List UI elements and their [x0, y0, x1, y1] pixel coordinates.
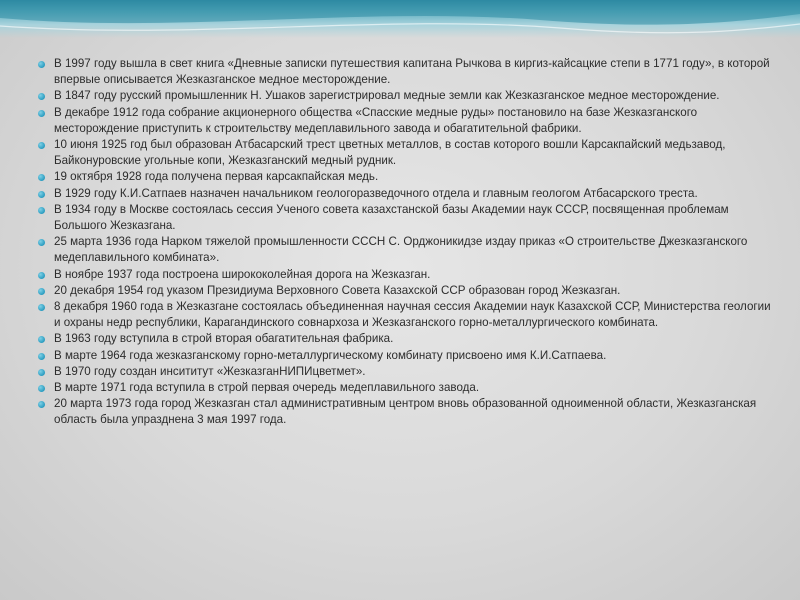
list-item-text: В марте 1964 года жезказганскому горно-металлургическому комбинату присвоено имя К.И.Сатпаева.	[54, 348, 607, 362]
bullet-icon	[38, 207, 45, 214]
list-item	[36, 267, 776, 283]
bullet-icon	[38, 191, 45, 198]
bullet-icon	[38, 353, 45, 360]
bullet-icon	[38, 304, 45, 311]
bullet-icon	[38, 93, 45, 100]
list-item-text: В 1970 году создан инсититут «ЖезказганНИПИцветмет».	[54, 364, 366, 378]
list-item-text: В декабре 1912 года собрание акционерного общества «Спасские медные руды» постановило на базе Жезказганского месторождение приступить к строительству медеплавильного завода и обагатительной фабрики.	[54, 105, 698, 135]
list-item-text: 25 марта 1936 года Нарком тяжелой промышленности СССН С. Орджоникидзе издау приказ «О строительстве Джезказганского медеплавильного комбината».	[54, 235, 748, 265]
list-item	[36, 364, 776, 380]
bullet-icon	[38, 110, 45, 117]
list-item-text: В 1963 году вступила в строй вторая обагатительная фабрика.	[54, 332, 394, 346]
bullet-icon	[38, 385, 45, 392]
list-item-text: В 1934 году в Москве состоялась сессия Ученого совета казахстанской базы Академии наук СССР, посвященная проблемам Большого Жезказгана.	[54, 202, 729, 233]
list-item	[36, 283, 776, 299]
list-item	[36, 169, 776, 185]
list-item	[36, 202, 776, 234]
list-item	[36, 105, 776, 137]
history-bullet-list	[36, 56, 776, 429]
list-item	[36, 186, 776, 202]
bullet-icon	[38, 272, 45, 279]
list-item	[36, 56, 776, 88]
bullet-icon	[38, 174, 45, 181]
bullet-icon	[38, 61, 45, 68]
list-item-text: В 1997 году вышла в свет книга «Дневные записки путешествия капитана Рычкова в киргиз-кайсацкие степи в 1771 году», в которой впервые описывается Жезказганское медное месторождение.	[54, 57, 770, 87]
list-item	[36, 88, 776, 104]
wave-decoration	[0, 0, 800, 60]
bullet-icon	[38, 336, 45, 343]
list-item-text: В марте 1971 года вступила в строй первая очередь медеплавильного завода.	[54, 381, 480, 395]
list-item-text: В ноябре 1937 года построена ширококолейная дорога на Жезказган.	[54, 267, 431, 281]
bullet-icon	[38, 239, 45, 246]
bullet-icon	[38, 142, 45, 149]
list-item	[36, 137, 776, 169]
list-item	[36, 348, 776, 364]
list-item	[36, 299, 776, 331]
list-item	[36, 234, 776, 266]
bullet-icon	[38, 288, 45, 295]
list-item-text: 8 декабря 1960 года в Жезказгане состоялась объединенная научная сессия Академии наук Казахской ССР, Министерства геологии и охраны недр республики, Карагандинского совнархоза и Жезказганского горно-металлургического комбината.	[54, 300, 771, 330]
list-item-text: 20 декабря 1954 год указом Президиума Верховного Совета Казахской ССР образован город Жезказган.	[54, 283, 621, 297]
list-item-text: В 1847 году русский промышленник Н. Ушаков зарегистрировал медные земли как Жезказганское медное месторождение.	[54, 89, 720, 103]
list-item-text: 20 марта 1973 года город Жезказган стал административным центром вновь образованной одноименной области, Жезказганская область была упразднена 3 мая 1997 года.	[54, 397, 757, 427]
list-item	[36, 380, 776, 396]
slide-content	[36, 56, 776, 429]
list-item	[36, 331, 776, 347]
bullet-icon	[38, 369, 45, 376]
bullet-icon	[38, 401, 45, 408]
list-item-text: 10 июня 1925 год был образован Атбасарский трест цветных металлов, в состав которого вошли Карсакпайский медьзавод, Байконуровские угольные копи, Жезказганский медный рудник.	[54, 138, 726, 168]
list-item	[36, 396, 776, 428]
list-item-text: В 1929 году К.И.Сатпаев назначен начальником геологоразведочного отдела и главным геологом Атбасарского треста.	[54, 186, 698, 200]
list-item-text: 19 октября 1928 года получена первая карсакпайская медь.	[54, 170, 379, 184]
